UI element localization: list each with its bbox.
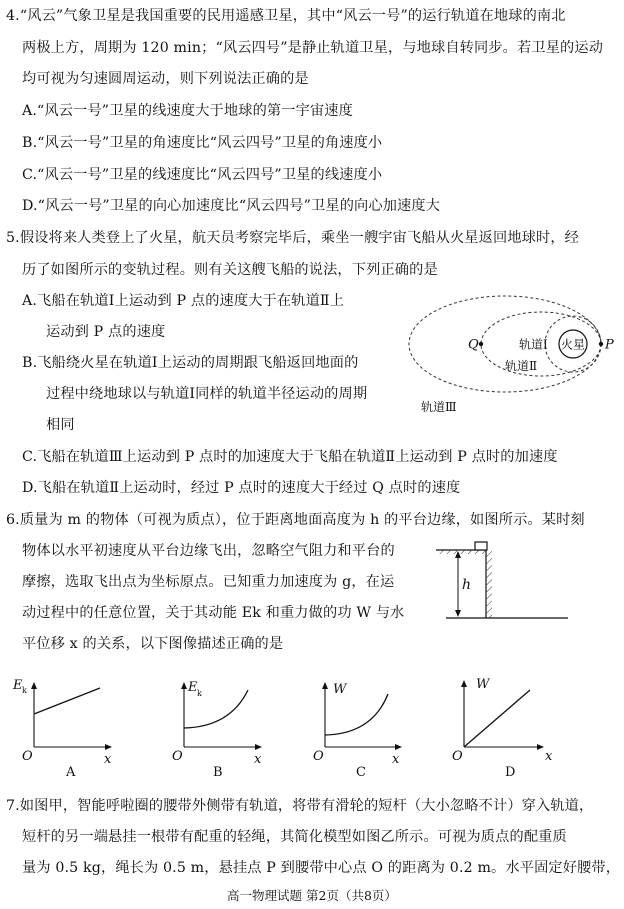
height-label: h [462, 577, 472, 593]
q5-option-c: C.飞船在轨道Ⅲ上运动到 P 点时的加速度大于飞船在轨道Ⅱ上运动到 P 点时的加速度 [22, 449, 558, 465]
graph-b [172, 680, 262, 780]
graph-b-y-label: E [188, 680, 198, 695]
q6-stem-line4: 动过程中的任意位置，关于其动能 Ek 和重力做的功 W 与水 [22, 605, 405, 621]
q4-option-a: A.“风云一号”卫星的线速度大于地球的第一宇宙速度 [22, 103, 353, 119]
point-p-label: P [605, 337, 614, 353]
orbit-2-label: 轨道Ⅱ [505, 359, 538, 373]
q5-option-b-line3: 相同 [46, 417, 75, 433]
graph-b-curve [184, 690, 248, 728]
q5-option-d: D.飞船在轨道Ⅱ上运动时，经过 P 点时的速度大于经过 Q 点时的速度 [22, 480, 461, 496]
graph-a-x-label: x [104, 752, 112, 767]
q4-option-d: D.“风云一号”卫星的向心加速度比“风云四号”卫星的向心加速度大 [22, 198, 441, 214]
graph-d-curve [464, 690, 530, 747]
graph-d-y-label: W [476, 677, 490, 692]
graph-c-letter: C [356, 765, 366, 780]
graph-a-curve [34, 688, 100, 714]
point-p-dot [599, 342, 603, 346]
graph-d-letter: D [505, 765, 516, 780]
graph-a [12, 678, 112, 780]
object-block [475, 542, 487, 550]
graph-a-y-sub: k [22, 686, 27, 695]
q5-option-a-line2: 运动到 P 点的速度 [46, 324, 166, 340]
answer-graphs [0, 672, 624, 782]
graph-d [452, 677, 553, 780]
orbit-1-label: 轨道Ⅰ [519, 337, 548, 352]
q4-option-c: C.“风云一号”卫星的线速度比“风云四号”卫星的线速度小 [22, 167, 383, 183]
height-arrow-bottom [455, 610, 461, 617]
graph-d-x-arrow [537, 744, 544, 750]
mars-label: 火星 [560, 337, 586, 352]
q5-option-b-line2: 过程中绕地球以与轨道Ⅰ同样的轨道半径运动的周期 [46, 386, 368, 402]
graph-a-y-arrow [31, 682, 37, 689]
graph-c-y-label: W [333, 682, 347, 697]
graph-a-y-label: E [13, 678, 23, 693]
graph-c-y-arrow [322, 682, 328, 689]
graph-c-x-arrow [395, 744, 402, 750]
q4-option-b: B.“风云一号”卫星的角速度比“风云四号”卫星的角速度小 [22, 135, 383, 151]
orbit-3-label: 轨道Ⅲ [421, 400, 457, 414]
graph-b-origin: O [172, 749, 183, 764]
platform-wall-hatch [486, 550, 492, 618]
q5-stem-line1: 5.假设将来人类登上了火星，航天员考察完毕后，乘坐一艘宇宙飞船从火星返回地球时，经 [6, 230, 580, 246]
q4-stem-line3: 均可视为匀速圆周运动，则下列说法正确的是 [22, 71, 309, 87]
graph-c-curve [325, 694, 388, 735]
graph-a-letter: A [66, 765, 76, 780]
q7-stem-line2: 短杆的另一端悬挂一根带有配重的轻绳，其简化模型如图乙所示。可视为质点的配重质 [22, 829, 567, 845]
graph-c-origin: O [313, 749, 324, 764]
graph-b-x-arrow [255, 744, 262, 750]
graph-d-x-label: x [545, 749, 553, 764]
graph-a-x-arrow [105, 744, 112, 750]
graph-b-letter: B [213, 765, 223, 780]
graph-a-origin: O [22, 749, 33, 764]
orbit-diagram [395, 290, 615, 420]
point-q-dot [479, 342, 483, 346]
q6-stem-line1: 6.质量为 m 的物体（可视为质点），位于距离地面高度为 h 的平台边缘，如图所示。某时刻 [6, 512, 585, 528]
graph-b-y-sub: k [197, 689, 202, 698]
graph-b-x-label: x [254, 752, 262, 767]
q7-stem-line3: 量为 0.5 kg，绳长为 0.5 m，悬挂点 P 到腰带中心点 O 的距离为 0.2 m。水平固定好腰带， [22, 860, 621, 876]
graph-d-origin: O [452, 749, 463, 764]
q5-option-b-line1: B.飞船绕火星在轨道Ⅰ上运动的周期跟飞船返回地面的 [22, 355, 359, 371]
q5-stem-line2: 历了如图所示的变轨过程。则有关这艘飞船的说法，下列正确的是 [22, 262, 438, 278]
graph-d-y-arrow [461, 680, 467, 687]
q5-option-a-line1: A.飞船在轨道Ⅰ上运动到 P 点的速度大于在轨道Ⅱ上 [22, 293, 345, 309]
q4-stem-line2: 两极上方，周期为 120 min；“风云四号”是静止轨道卫星，与地球自转同步。若卫星的运动 [22, 40, 604, 56]
graph-c [313, 682, 402, 780]
point-q-label: Q [468, 337, 479, 353]
q6-stem-line2: 物体以水平初速度从平台边缘飞出，忽略空气阻力和平台的 [22, 543, 395, 559]
q7-stem-line1: 7.如图甲，智能呼啦圈的腰带外侧带有轨道，将带有滑轮的短杆（大小忽略不计）穿入轨道， [6, 798, 594, 814]
graph-c-x-label: x [392, 752, 400, 767]
q6-stem-line3: 摩擦，选取飞出点为坐标原点。已知重力加速度为 g，在运 [22, 574, 395, 590]
q4-stem-line1: 4.“风云”气象卫星是我国重要的民用遥感卫星，其中“风云一号”的运行轨道在地球的南北 [6, 8, 566, 24]
q6-stem-line5: 平位移 x 的关系，以下图像描述正确的是 [22, 636, 284, 652]
page-footer: 高一物理试题 第2页（共8页） [227, 888, 397, 903]
graph-b-y-arrow [181, 682, 187, 689]
platform-diagram [428, 530, 608, 630]
